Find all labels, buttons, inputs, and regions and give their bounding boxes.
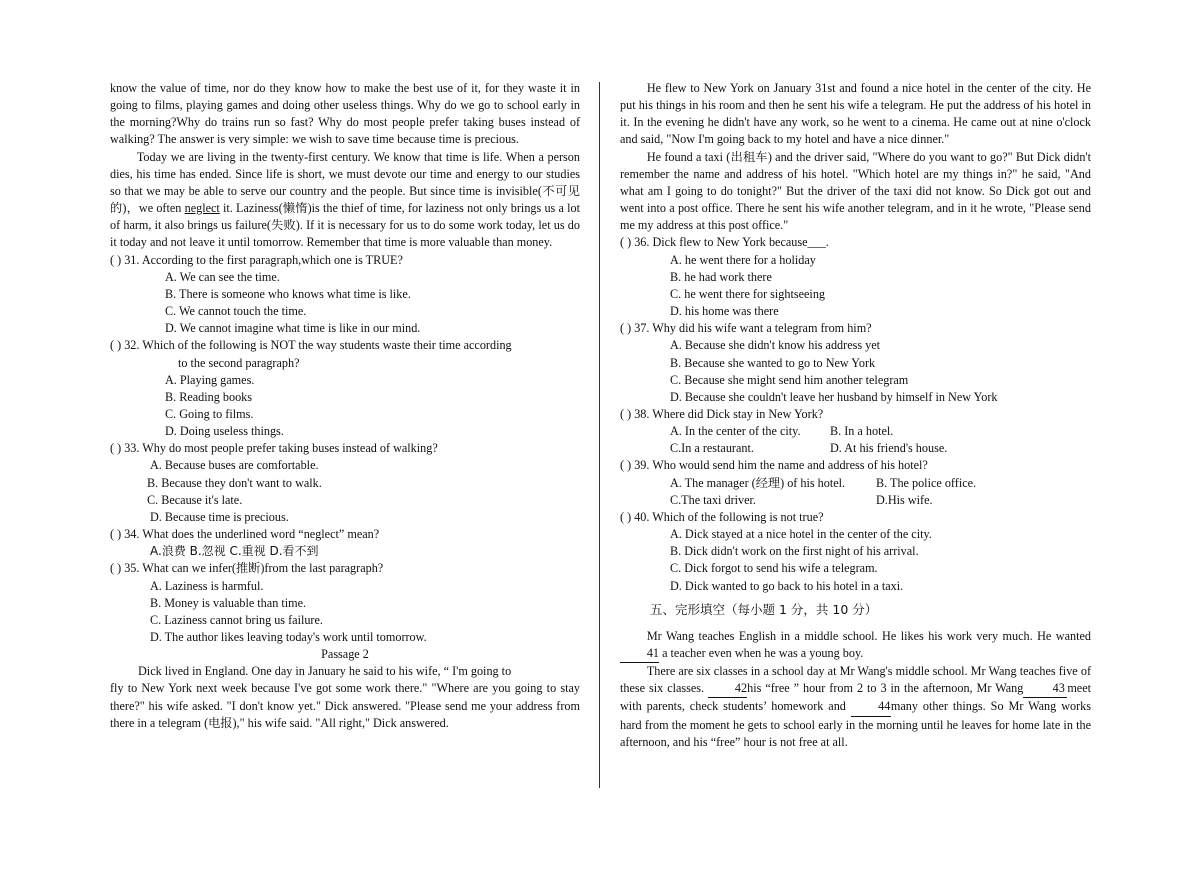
cloze-paragraph-1 [620, 628, 1091, 663]
q31-option-a: A. We can see the time. [165, 269, 280, 284]
underlined-neglect: neglect [184, 201, 220, 216]
question-32: ( ) 32. Which of the following is NOT the way students waste their time according [110, 338, 512, 353]
q33-option-c: C. Because it's late. [147, 492, 243, 507]
q39-option-d: D.His wife. [876, 492, 933, 507]
cloze1-text-b: a teacher even when he was a young boy. [659, 646, 864, 660]
q35-option-a: A. Laziness is harmful. [150, 578, 264, 593]
q35-option-d: D. The author likes leaving today's work until tomorrow. [150, 630, 427, 644]
q39-option-b: B. The police office. [876, 475, 977, 490]
passage2-line-1: Dick lived in England. One day in January he said to his wife, “ I'm going to [138, 664, 512, 679]
q35-option-c: C. Laziness cannot bring us failure. [150, 612, 323, 627]
q37-option-b: B. Because she wanted to go to New York [670, 355, 876, 370]
q38-options-row-2 [620, 440, 1091, 457]
cloze2-text-a: There are six classes in a school day at Mr Wang's middle school. Mr Wang teaches five of these six classes. [620, 664, 1091, 696]
blank-43: 43 [1023, 680, 1067, 698]
q31-option-c: C. We cannot touch the time. [165, 304, 307, 319]
q32-option-a: A. Playing games. [165, 372, 255, 387]
para2-text-a: Today we are living in the twenty-first century. We know that time is life. When a person dies, his time has ended. Since life is short, we must devote our time and energy to our studies so that we may be able to serve our country and the people. But since time is invisible(不可见的)，we often [110, 149, 580, 216]
q40-option-d: D. Dick wanted to go back to his hotel in a taxi. [670, 578, 904, 593]
question-37: ( ) 37. Why did his wife want a telegram from him? [620, 321, 872, 336]
question-35: ( ) 35. What can we infer(推断)from the last paragraph? [110, 561, 384, 576]
q39-option-c: C.The taxi driver. [670, 492, 756, 507]
q33-option-d: D. Because time is precious. [150, 509, 289, 524]
passage2-paragraph-2: He flew to New York on January 31st and found a nice hotel in the center of the city. He put his things in his room and then he sent his wife a telegram. He put the address of his hotel in it. In the evening he didn't have any work, so he went to a cinema. He came out at nine o'clock and said, "Now I'm going back to my hotel and have a nice dinner." [620, 81, 1091, 147]
blank-42: 42 [708, 680, 747, 698]
q36-end: . [825, 235, 829, 250]
blank-44: 44 [851, 698, 891, 716]
q32-option-b: B. Reading books [165, 389, 253, 404]
q37-option-c: C. Because she might send him another telegram [670, 372, 909, 387]
q32-option-d: D. Doing useless things. [165, 424, 284, 439]
column-divider [599, 82, 600, 788]
para2-text-b: it. Laziness(懒惰)is the thief of time, for laziness not only brings us a lot of harm, it also brings us failure(失败). If it is necessary for us to do some work today, let us do it today and not leave it until tomorrow. Remember that time is more valuable than money. [110, 201, 580, 250]
question-31: ( ) 31. According to the first paragraph,which one is TRUE? [110, 252, 403, 267]
question-38: ( ) 38. Where did Dick stay in New York? [620, 406, 824, 421]
q39-option-a: A. The manager (经理) of his hotel. [670, 475, 846, 490]
cloze2-text-b: his “free ” hour from 2 to 3 in the afternoon, Mr Wang [747, 681, 1024, 696]
question-36 [620, 234, 1091, 251]
question-32-cont: to the second paragraph? [178, 355, 300, 370]
q36-option-c: C. he went there for sightseeing [670, 286, 826, 301]
q36-option-b: B. he had work there [670, 269, 772, 284]
question-34: ( ) 34. What does the underlined word “neglect” mean? [110, 527, 380, 542]
question-33: ( ) 33. Why do most people prefer taking buses instead of walking? [110, 441, 438, 456]
passage-2-title: Passage 2 [321, 647, 369, 662]
q33-option-b: B. Because they don't want to walk. [147, 475, 322, 490]
q31-option-b: B. There is someone who knows what time is like. [165, 286, 411, 301]
question-40: ( ) 40. Which of the following is not true? [620, 509, 824, 524]
section-5-heading: 五、完形填空（每小题 1 分，共 10 分） [650, 601, 878, 617]
q32-option-c: C. Going to films. [165, 406, 254, 421]
q37-option-a: A. Because she didn't know his address yet [670, 338, 881, 353]
question-36-text: ( ) 36. Dick flew to New York because [620, 235, 808, 250]
q38-option-a: A. In the center of the city. [670, 424, 801, 439]
passage1-paragraph-2 [110, 149, 580, 252]
q38-option-b: B. In a hotel. [830, 424, 894, 439]
q35-option-b: B. Money is valuable than time. [150, 595, 307, 610]
left-column [110, 80, 580, 732]
q38-options-row-1 [620, 423, 1091, 440]
passage2-paragraph-3: He found a taxi (出租车) and the driver said, "Where do you want to go?" But Dick didn't remember the name and address of his hotel. "Which hotel are my things in?" he said, "And what am I going to do tonight?" But the driver of the taxi did not know. So Dick got out and went into a post office. There he sent his wife another telegram, and in it he wrote, "Please send me my address at this post office." [620, 149, 1091, 233]
q38-option-d: D. At his friend's house. [830, 441, 948, 456]
cloze-paragraph-2 [620, 663, 1091, 751]
q34-options: A.浪费 B.忽视 C.重视 D.看不到 [150, 544, 319, 559]
right-column [620, 80, 1091, 751]
q39-options-row-1 [620, 475, 1091, 492]
passage2-paragraph-1: fly to New York next week because I've got some work there." "Where are you going to stay there?" his wife asked. "I don't know yet." Dick answered. "Please send me your address from there in a telegram (电报)," his wife said. "All right," Dick answered. [110, 681, 580, 730]
q40-option-b: B. Dick didn't work on the first night of his arrival. [670, 544, 919, 559]
q36-option-d: D. his home was there [670, 304, 779, 319]
cloze1-text-a: Mr Wang teaches English in a middle school. He likes his work very much. He wanted [646, 628, 1091, 643]
q38-option-c: C.In a restaurant. [670, 441, 754, 456]
q40-option-a: A. Dick stayed at a nice hotel in the center of the city. [670, 527, 932, 542]
question-39: ( ) 39. Who would send him the name and address of his hotel? [620, 458, 928, 473]
q37-option-d: D. Because she couldn't leave her husband by himself in New York [670, 389, 998, 404]
q40-option-c: C. Dick forgot to send his wife a telegram. [670, 561, 878, 576]
cloze2-text-c: meet with parents, check students’ homework and [620, 681, 1092, 714]
blank-41: 41 [620, 645, 659, 663]
passage1-paragraph-1: know the value of time, nor do they know how to make the best use of it, for they waste it in going to films, playing games and doing other useless things. Why do we go to school early in the morning?Why do trains run so fast? Why do most people prefer taking buses instead of walking? The answer is very simple: we wish to save time because time is precious. [110, 81, 580, 147]
q36-blank: ___ [807, 235, 826, 250]
q36-option-a: A. he went there for a holiday [670, 252, 816, 267]
q33-option-a: A. Because buses are comfortable. [150, 458, 319, 473]
q31-option-d: D. We cannot imagine what time is like in our mind. [165, 321, 421, 336]
cloze2-text-d: many other things. So Mr Wang works hard from the moment he gets to school early in the morning until he leaves for home late in the afternoon, and his “free” hour is not free at all. [620, 699, 1091, 749]
q39-options-row-2 [620, 492, 1091, 509]
